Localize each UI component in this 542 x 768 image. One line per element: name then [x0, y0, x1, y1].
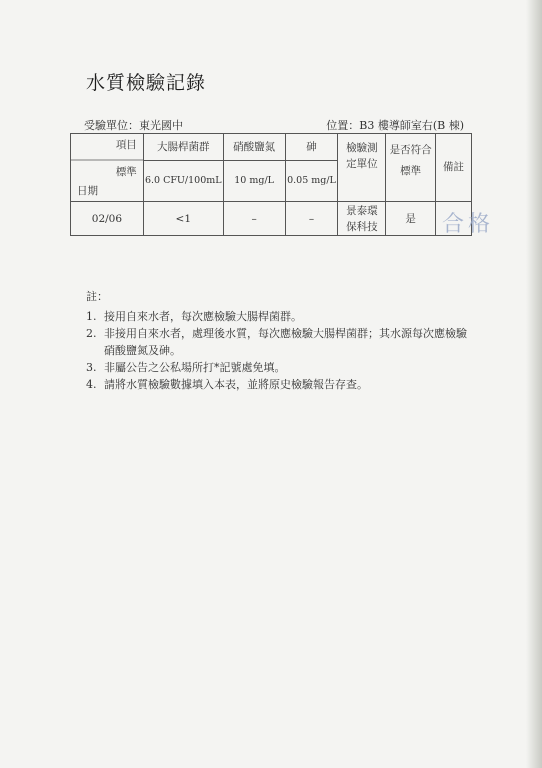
standard-coliform: 6.0 CFU/100mL	[144, 175, 222, 186]
header-remarks: 備註	[436, 134, 472, 202]
standard-arsenic: 0.05 mg/L	[287, 175, 336, 186]
row-lab-line2: 保科技	[346, 220, 378, 233]
page-title: 水質檢驗記錄	[86, 72, 207, 94]
col-nitrate	[223, 134, 285, 202]
note-text-2: 非接用自來水者，處理後水質，每次應檢驗大腸桿菌群；其水源每次應檢驗	[104, 327, 467, 340]
header-coliform: 大腸桿菌群	[144, 134, 223, 161]
row-lab	[338, 202, 386, 236]
header-item: 項目	[115, 139, 137, 151]
location: 位置：B3 樓導師室右(B 棟)	[326, 119, 464, 132]
row-arsenic: –	[285, 202, 338, 236]
note-item-3	[100, 359, 467, 376]
note-text-1: 接用自來水者，每次應檢驗大腸桿菌群。	[104, 310, 302, 323]
header-pass	[386, 134, 436, 202]
info-line	[84, 117, 464, 133]
note-item-2	[100, 325, 467, 359]
header-pass-line2: 標準	[400, 165, 422, 177]
header-standard: 標準	[115, 166, 137, 178]
header-corner-cell	[71, 134, 144, 202]
page-edge-shadow	[526, 0, 542, 768]
col-coliform	[143, 134, 223, 202]
note-item-1	[100, 308, 467, 325]
header-date: 日期	[77, 185, 98, 197]
row-date: 02/06	[71, 202, 144, 236]
row-pass: 是	[386, 202, 436, 236]
header-lab-line2: 定單位	[346, 158, 378, 170]
notes-label: 註：	[86, 290, 108, 303]
header-lab-line1: 檢驗測	[346, 142, 378, 154]
row-coliform: <1	[143, 202, 223, 236]
header-pass-line1: 是否符合	[389, 144, 432, 156]
header-arsenic: 砷	[286, 134, 338, 161]
note-text-4: 請將水質檢驗數據填入本表，並將原史檢驗報告存查。	[104, 378, 368, 391]
note-text-3: 非屬公告之公私場所打*記號處免填。	[104, 361, 286, 374]
row-nitrate: –	[223, 202, 285, 236]
header-nitrate: 硝酸鹽氮	[224, 134, 285, 161]
note-item-4	[100, 376, 467, 393]
notes-list	[86, 308, 467, 393]
header-lab	[338, 134, 386, 202]
standard-nitrate: 10 mg/L	[234, 175, 274, 186]
row-lab-line1: 景泰環	[346, 204, 378, 217]
notes-section	[86, 288, 467, 393]
note-text-2-cont: 硝酸鹽氮及砷。	[104, 344, 181, 357]
col-arsenic	[285, 134, 338, 202]
pass-stamp: 合格	[442, 212, 495, 237]
tested-unit: 受驗單位：東光國中	[84, 119, 183, 132]
record-table	[70, 133, 472, 236]
